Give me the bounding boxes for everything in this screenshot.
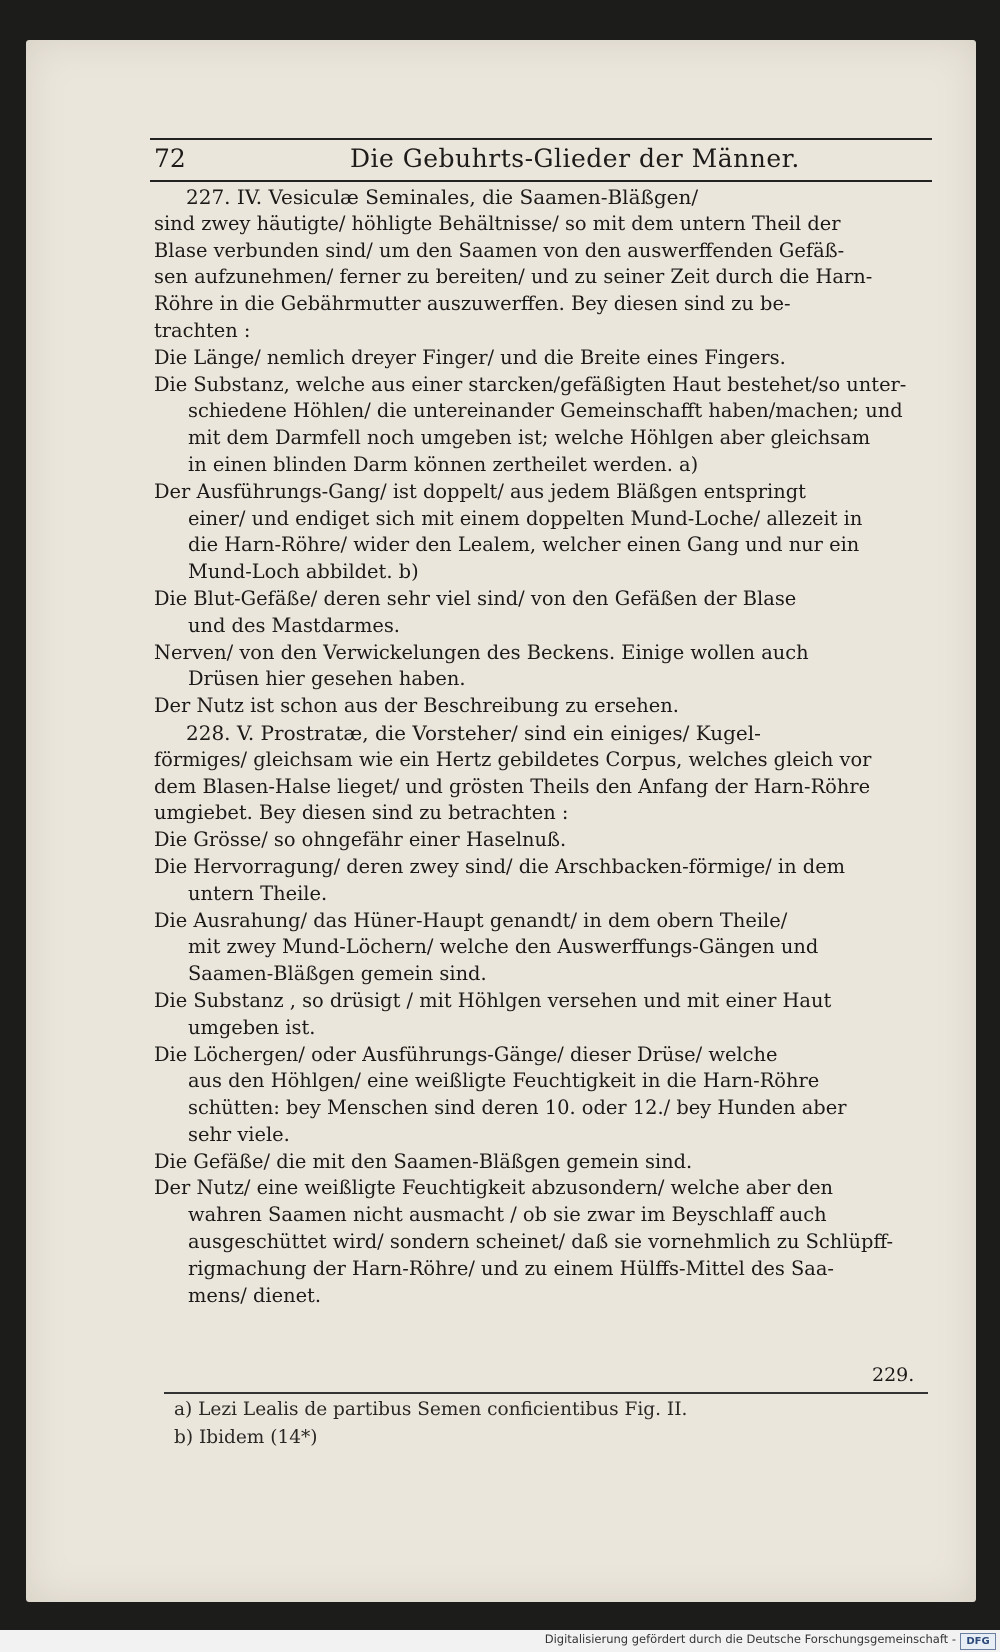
text-line: mit zwey Mund-Löchern/ welche den Auswerffungs-Gängen und [188, 935, 819, 959]
text-line: trachten : [154, 318, 251, 342]
body-text [154, 184, 938, 1309]
text-line: Die Substanz, welche aus einer starcken/gefäßigten Haut bestehet/so unter- [154, 372, 907, 396]
text-line: Die Gefäße/ die mit den Saamen-Bläßgen gemein sind. [154, 1149, 693, 1173]
text-line: förmiges/ gleichsam wie ein Hertz gebildetes Corpus, welches gleich vor [154, 747, 872, 771]
header-bottom-rule [150, 180, 932, 182]
text-line: und des Mastdarmes. [188, 613, 400, 637]
text-line: Blase verbunden sind/ um den Saamen von den auswerffenden Gefäß- [154, 238, 845, 262]
text-line: Saamen-Bläßgen gemein sind. [188, 962, 487, 986]
text-line: Der Nutz/ eine weißligte Feuchtigkeit abzusondern/ welche aber den [154, 1176, 834, 1200]
text-line: Die Substanz , so drüsigt / mit Höhlgen versehen und mit einer Haut [154, 988, 832, 1012]
text-line: Die Grösse/ so ohngefähr einer Haselnuß. [154, 828, 567, 852]
text-line: Die Löchergen/ oder Ausführungs-Gänge/ dieser Drüse/ welche [154, 1042, 778, 1066]
text-line: Die Hervorragung/ deren zwey sind/ die Arschbacken-förmige/ in dem [154, 854, 846, 878]
footnote-b: b) Ibidem (14*) [174, 1427, 318, 1448]
funding-note: Digitalisierung gefördert durch die Deutsche Forschungsgemeinschaft - [544, 1632, 956, 1646]
text-line: sen aufzunehmen/ ferner zu bereiten/ und zu seiner Zeit durch die Harn- [154, 265, 873, 289]
header-top-rule [150, 138, 932, 140]
text-line: mens/ dienet. [188, 1283, 322, 1307]
text-line: 228. V. Prostratæ, die Vorsteher/ sind ein einiges/ Kugel- [186, 720, 761, 745]
page-number: 72 [154, 144, 186, 173]
text-line: Röhre in die Gebährmutter auszuwerffen. Bey diesen sind zu be- [154, 292, 791, 316]
text-line: Drüsen hier gesehen haben. [188, 667, 466, 691]
text-line: einer/ und endiget sich mit einem doppelten Mund-Loche/ allezeit in [188, 506, 863, 530]
running-title: Die Gebuhrts-Glieder der Männer. [350, 144, 800, 173]
text-line: schütten: bey Menschen sind deren 10. oder 12./ bey Hunden aber [188, 1096, 847, 1120]
text-line: umgiebet. Bey diesen sind zu betrachten : [154, 801, 569, 825]
text-line: schiedene Höhlen/ die untereinander Gemeinschafft haben/machen; und [188, 399, 903, 423]
text-line: untern Theile. [188, 881, 328, 905]
text-line: Der Nutz ist schon aus der Beschreibung zu ersehen. [154, 694, 679, 718]
footnote-a: a) Lezi Lealis de partibus Semen conficientibus Fig. II. [174, 1399, 688, 1420]
text-line: sehr viele. [188, 1122, 290, 1146]
text-line: Die Blut-Gefäße/ deren sehr viel sind/ von den Gefäßen der Blase [154, 586, 797, 610]
text-line: mit dem Darmfell noch umgeben ist; welche Höhlgen aber gleichsam [188, 426, 871, 450]
text-line: Nerven/ von den Verwickelungen des Beckens. Einige wollen auch [154, 640, 809, 664]
footnotes [174, 1396, 914, 1452]
text-line: die Harn-Röhre/ wider den Lealem, welcher einen Gang und nur ein [188, 533, 860, 557]
text-line: ausgeschüttet wird/ sondern scheinet/ daß sie vornehmlich zu Schlüpff- [188, 1230, 893, 1254]
text-line: wahren Saamen nicht ausmacht / ob sie zwar im Beyschlaff auch [188, 1203, 827, 1227]
text-line: 227. IV. Vesiculæ Seminales, die Saamen-Bläßgen/ [186, 185, 699, 209]
text-line: aus den Höhlgen/ eine weißligte Feuchtigkeit in die Harn-Röhre [188, 1069, 820, 1093]
text-line: Die Ausrahung/ das Hüner-Haupt genandt/ in dem obern Theile/ [154, 908, 788, 932]
footnote-rule [164, 1392, 928, 1394]
text-line: Der Ausführungs-Gang/ ist doppelt/ aus jedem Bläßgen entspringt [154, 479, 806, 503]
text-line: sind zwey häutigte/ höhligte Behältnisse/ so mit dem untern Theil der [154, 211, 841, 235]
catchword: 229. [872, 1364, 915, 1386]
page-header [150, 142, 932, 182]
digitization-footer [0, 1630, 1000, 1652]
text-line: Die Länge/ nemlich dreyer Finger/ und die Breite eines Fingers. [154, 345, 786, 369]
dfg-logo: DFG [960, 1633, 996, 1650]
text-line: dem Blasen-Halse lieget/ und grösten Theils den Anfang der Harn-Röhre [154, 774, 871, 798]
text-line: in einen blinden Darm können zertheilet werden. a) [188, 452, 699, 476]
text-line: Mund-Loch abbildet. b) [188, 560, 419, 584]
text-line: umgeben ist. [188, 1015, 316, 1039]
text-line: rigmachung der Harn-Röhre/ und zu einem Hülffs-Mittel des Saa- [188, 1256, 834, 1280]
